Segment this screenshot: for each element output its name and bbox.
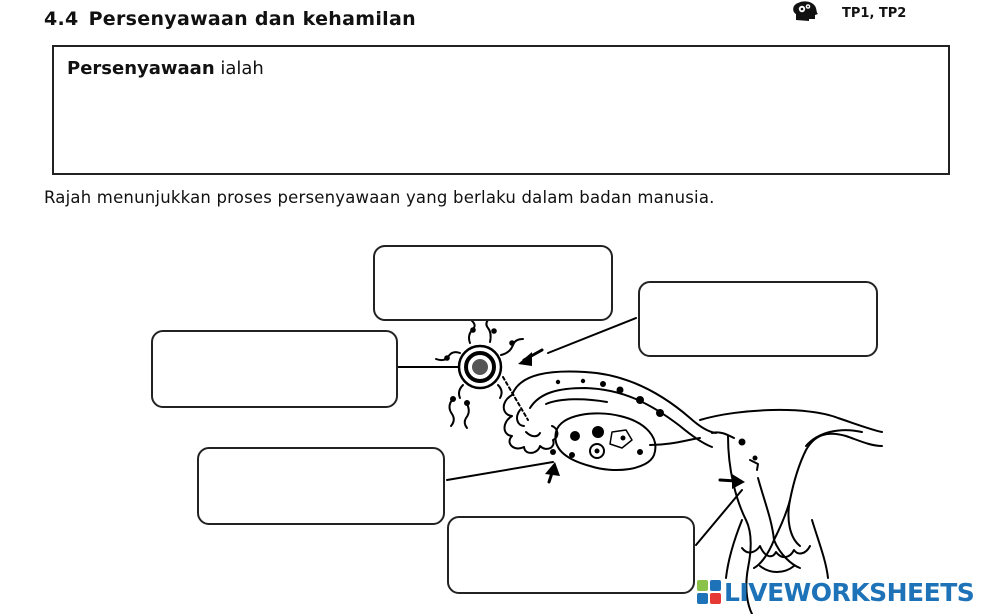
section-number: 4.4 [44, 8, 79, 30]
ovum-with-sperm [436, 318, 523, 398]
definition-term: Persenyawaan [67, 58, 215, 79]
answer-box-right-top[interactable] [638, 281, 878, 357]
ovary [550, 413, 700, 470]
definition-suffix: ialah [214, 58, 264, 79]
section-title-text: Persenyawaan dan kehamilan [88, 8, 416, 30]
liveworksheets-logo-icon [697, 580, 721, 604]
answer-input-left-middle[interactable] [153, 332, 396, 406]
answer-box-left-middle[interactable] [151, 330, 398, 408]
answer-box-top[interactable] [373, 245, 613, 321]
leader-line-left-bottom [447, 462, 553, 480]
brand-text: LIVEWORKSHEETS [724, 577, 975, 607]
level-tag: TP1, TP2 [842, 6, 907, 21]
answer-input-bottom[interactable] [449, 518, 693, 592]
answer-box-bottom[interactable] [447, 516, 695, 594]
loose-sperm [450, 397, 470, 428]
liveworksheets-brand [697, 576, 974, 608]
answer-input-top[interactable] [375, 247, 611, 319]
leader-line-right [548, 318, 636, 353]
diagram-caption: Rajah menunjukkan proses persenyawaan yang berlaku dalam badan manusia. [44, 188, 715, 207]
answer-box-left-bottom[interactable] [197, 447, 445, 525]
answer-input-right-top[interactable] [640, 283, 876, 355]
fallopian-tube [504, 371, 758, 470]
answer-input-left-bottom[interactable] [199, 449, 443, 523]
